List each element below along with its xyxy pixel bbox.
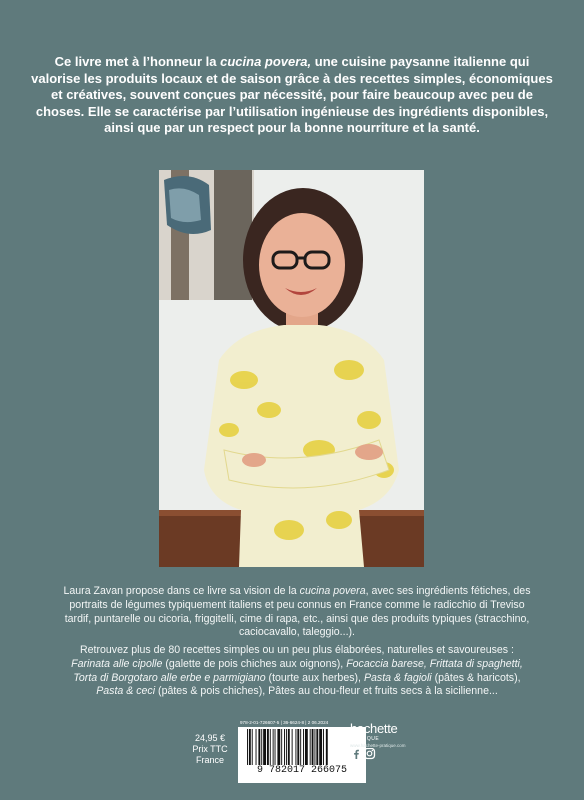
barcode-bar <box>314 729 315 765</box>
intro-blurb <box>30 54 554 137</box>
barcode-bar <box>295 729 296 765</box>
publisher-logo <box>350 722 430 748</box>
intro-text-italic: cucina povera, <box>220 54 312 69</box>
isbn-line: 978-2-01-726607-5 | 36-6624-8 | 2 06.2024 <box>240 720 329 725</box>
barcode-block <box>238 720 368 776</box>
facebook-icon <box>350 748 361 759</box>
p2-text-1: Retrouvez plus de 80 recettes simples ou un peu plus élaborées, naturelles et savoureuses : <box>79 644 514 656</box>
barcode-bar <box>263 729 266 765</box>
p1-text-1: Laura Zavan propose dans ce livre sa vision de la <box>63 585 300 597</box>
barcode-bar <box>326 729 328 765</box>
barcode-bar <box>284 729 285 765</box>
barcode-bar <box>267 729 269 765</box>
author-portrait-photo <box>159 170 424 567</box>
barcode-bar <box>297 729 299 765</box>
publisher-imprint: PRATIQUE <box>350 736 380 742</box>
p2-text-2: (galette de pois chiches aux oignons), <box>162 657 347 670</box>
barcode <box>238 727 366 783</box>
p2-text-4: (pâtes & haricots), <box>431 671 521 684</box>
barcode-bar <box>261 729 262 765</box>
publisher-url: www.hachette-pratique.com <box>350 743 406 748</box>
barcode-bar <box>323 729 324 765</box>
p1-text-2: , avec ses ingrédients fétiches, des portraits de légumes typiquement italiens et peu connus en France comme le radicchio di Treviso tardif, puntarelle ou cicoria, friggitelli, cime di rapa, etc., ainsi que des produits typiques (stracchino, caciocavallo, taleggio...). <box>64 585 531 639</box>
barcode-bar <box>273 729 274 765</box>
p1-text-italic: cucina povera <box>299 585 366 597</box>
barcode-bar <box>252 729 253 765</box>
barcode-bar <box>281 729 282 765</box>
intro-text-1: Ce livre met à l’honneur la <box>54 54 221 69</box>
barcode-bar <box>286 729 287 765</box>
barcode-bar <box>258 729 260 765</box>
price-block <box>180 733 240 766</box>
price-country: France <box>195 755 224 765</box>
barcode-bar <box>247 729 248 765</box>
p2-italic-4: Pasta & ceci <box>96 685 156 698</box>
publisher-name: hachette <box>350 721 398 736</box>
barcode-bar <box>305 729 308 765</box>
barcode-bar <box>303 729 304 765</box>
p2-italic-3: Pasta & fagioli <box>363 671 432 684</box>
barcode-bar <box>312 729 314 765</box>
price-amount: 24,95 € <box>194 733 226 743</box>
barcode-bar <box>270 729 271 765</box>
barcode-digits: 9 782017 266075 <box>238 765 366 777</box>
intro-text-2: une cuisine paysanne italienne qui valorise les produits locaux et de saison grâce à des recettes simples, économiques et créatives, souvent conçues par nécessité, pour faire beaucoup avec peu de choses. Elle se caractérise par l’utilisation ingénieuse des ingrédients disponibles, ainsi que par un respect pour la bonne nourriture et la santé. <box>31 54 553 136</box>
barcode-bar <box>288 729 290 765</box>
p2-italic-1: Farinata alle cipolle <box>71 657 163 670</box>
barcode-bar <box>310 729 311 765</box>
p2-text-5: (pâtes & pois chiches), Pâtes au chou-fleur et fruits secs à la sicilienne... <box>155 685 498 698</box>
p2-italic-2: Focaccia barese, Frittata di spaghetti, Torta di Borgotaro alle erbe e parmigiano <box>73 657 523 684</box>
barcode-bar <box>275 729 276 765</box>
description-paragraph-2 <box>62 644 532 699</box>
barcode-bar <box>319 729 322 765</box>
barcode-bar <box>292 729 293 765</box>
instagram-icon <box>365 749 375 759</box>
social-icons <box>350 747 376 759</box>
barcode-bar <box>249 729 251 765</box>
barcode-bar <box>316 729 318 765</box>
description-paragraph-1 <box>62 585 532 640</box>
p2-text-3: (tourte aux herbes), <box>265 671 364 684</box>
barcode-bar <box>277 729 280 765</box>
barcode-bar <box>300 729 301 765</box>
price-label: Prix TTC <box>192 744 228 754</box>
barcode-bar <box>256 729 257 765</box>
